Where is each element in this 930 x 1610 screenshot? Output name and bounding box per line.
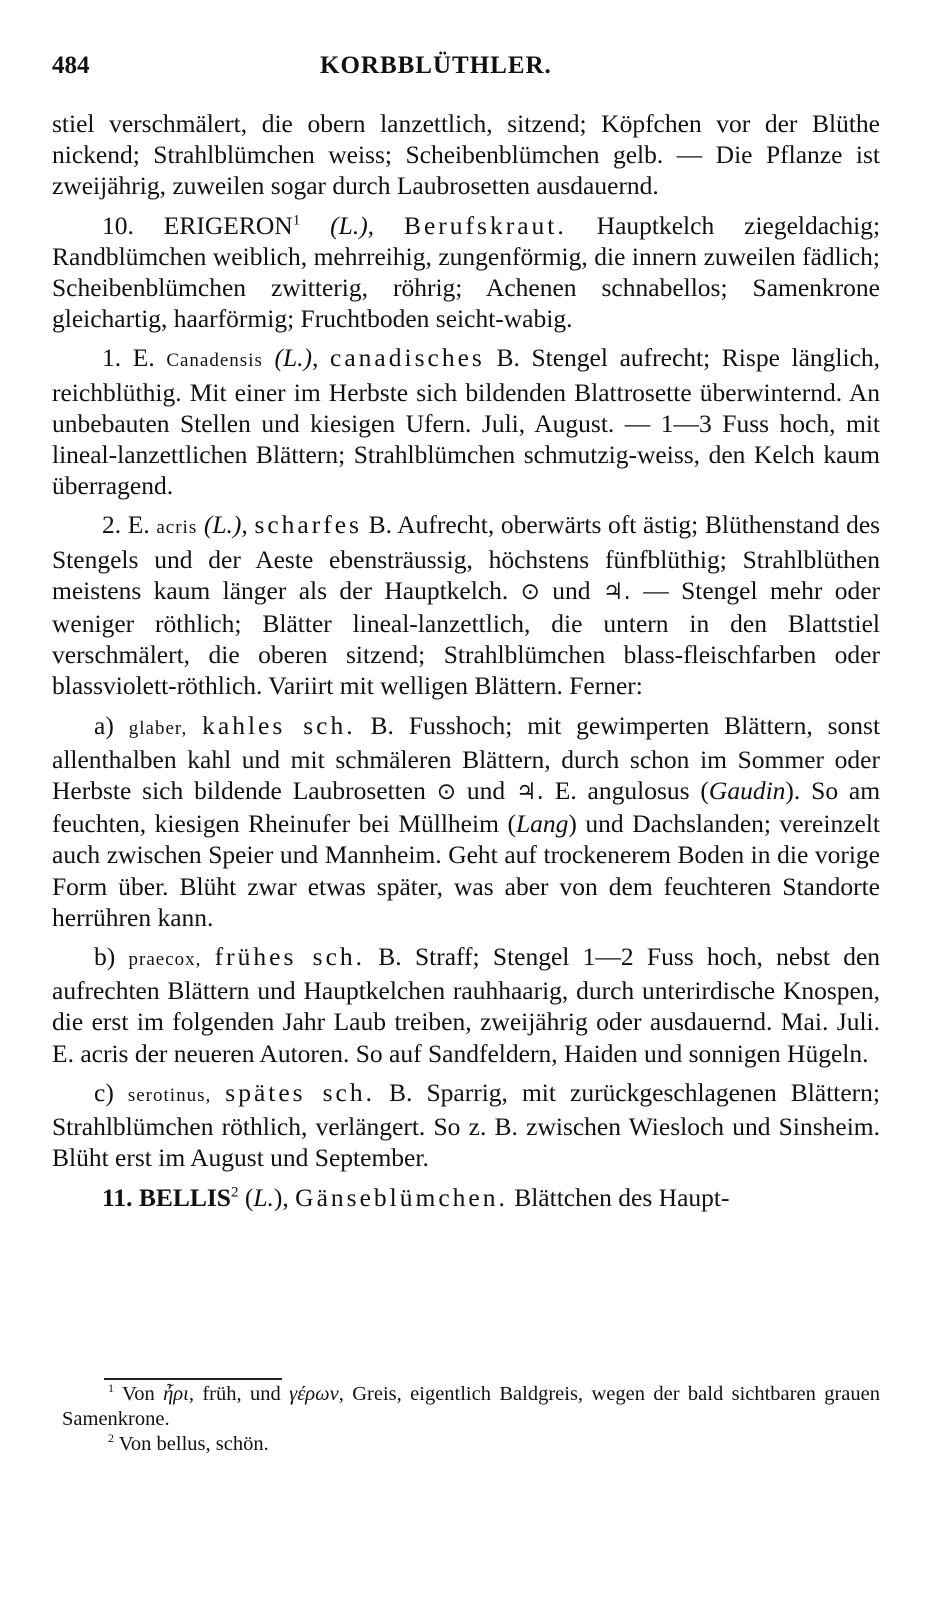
- variety-description: Straff; Stengel 1—2 Fuss hoch, nebst den aufrechten Blättern und Hauptkelchen rauhhaarig, durch unterirdische Knospen, die erst im folgenden Jahr Laub treiben, zweijährig oder ausdauernd. Mai. Juli. E. acris der neueren Autoren. So auf Sandfeldern, Haiden und sonnigen Hügeln.: [52, 942, 881, 1068]
- species-description-part-2: — Stengel mehr oder weniger röthlich; Blätter lineal-lanzettlich, die untern in den Blattstiel verschmälert, die oberen sitzend; Strahlblümchen blass-fleischfarben oder blassviolett-röthlich. Variirt mit welligen Blättern. Ferner:: [52, 575, 881, 701]
- footnote-2: [62, 1432, 880, 1457]
- species-common-name: scharfes: [254, 510, 362, 540]
- page-number: 484: [52, 52, 90, 79]
- conjunction-text: und: [552, 575, 591, 605]
- genus-number: 11.: [102, 1182, 133, 1212]
- genus-description: Blättchen des Haupt-: [514, 1182, 730, 1212]
- genus-name: ERIGERON: [163, 210, 293, 240]
- collector-paren-close: ): [568, 809, 577, 839]
- species-abbr: B.: [496, 343, 520, 373]
- genus-number: 10.: [102, 210, 134, 240]
- variety-label: a): [94, 710, 114, 740]
- continuation-text: stiel verschmälert, die obern lanzettlich, sitzend; Köpfchen vor der Blüthe nickend; Strahlblümchen weiss; Scheibenblümchen gelb. — Die Pflanze ist zweijährig, zuweilen sogar durch Laubrosetten ausdauernd.: [52, 109, 880, 201]
- footnote-text-part-2: , Greis, eigentlich Baldgreis, wegen der bald sichtbaren grauen Samenkrone.: [62, 1383, 880, 1430]
- variety-description: Sparrig, mit zurückgeschlagenen Blättern; Strahlblümchen röthlich, verlängert. So z. B. zwischen Wiesloch und Sinsheim. Blüht erst im August und September.: [52, 1077, 881, 1173]
- variety-synonym: E. angulosus: [554, 776, 690, 806]
- species-number: 2. E.: [102, 510, 150, 540]
- variety-abbr: B.: [378, 942, 402, 972]
- species-description-part-1: Aufrecht, oberwärts oft ästig; Blüthenstand des Stengels und der Aeste ebensträussig, höchstens fünfblüthig; Strahlblüthen meistens kaum länger als der Hauptkelch.: [52, 510, 881, 605]
- variety-praecox-paragraph: [52, 941, 880, 1069]
- variety-name: glaber,: [128, 717, 188, 739]
- variety-name: praecox,: [128, 949, 202, 971]
- genus-name: BELLIS: [138, 1182, 231, 1212]
- running-title: KORBBLÜTHLER.: [320, 52, 552, 79]
- species-name: Canadensis: [166, 350, 263, 372]
- synonym-author: Gaudin: [708, 776, 786, 806]
- biennial-symbol-icon: ⊙: [436, 779, 456, 806]
- variety-label: b): [94, 942, 116, 972]
- species-author: (L.),: [203, 510, 248, 540]
- species-common-name: canadisches: [330, 343, 485, 373]
- species-abbr: B.: [368, 510, 393, 540]
- footnote-ref-2[interactable]: 2: [230, 1184, 239, 1200]
- biennial-symbol-icon: ⊙: [520, 578, 540, 605]
- species-canadensis-paragraph: [52, 342, 880, 501]
- variety-description-part-2: So am feuchten, kiesigen Rheinufer bei Müllheim: [52, 776, 881, 839]
- variety-common-name: spätes sch.: [225, 1077, 375, 1107]
- variety-name: serotinus,: [127, 1084, 212, 1106]
- continuation-paragraph: [52, 108, 880, 202]
- footnote-marker: 2: [108, 1431, 114, 1446]
- genus-common-name: Gänseblümchen.: [295, 1182, 508, 1212]
- perennial-symbol-icon: ♃.: [515, 779, 544, 806]
- greek-word-eri: ἦρι: [163, 1383, 189, 1405]
- species-acris-paragraph: [52, 509, 880, 701]
- variety-serotinus-paragraph: [52, 1077, 880, 1174]
- footnote-lead: Von: [122, 1383, 155, 1405]
- footnote-marker: 1: [108, 1381, 114, 1396]
- variety-glaber-paragraph: [52, 710, 880, 933]
- variety-common-name: kahles sch.: [202, 710, 356, 740]
- species-author: (L.),: [274, 343, 319, 373]
- genus-author: (L.),: [330, 210, 375, 240]
- collector-name: Lang: [515, 809, 569, 839]
- page-header: [52, 52, 878, 88]
- species-description: Stengel aufrecht; Rispe länglich, reichblüthig. Mit einer im Herbste sich bildenden Blattrosette überwinternd. An unbebauten Stellen und kiesigen Ufern. Juli, August. — 1—3 Fuss hoch, mit lineal-lanzettlichen Blättern; Strahlblümchen schmutzig-weiss, den Kelch kaum überragend.: [52, 343, 881, 501]
- variety-common-name: frühes sch.: [214, 942, 366, 972]
- collector-paren-open: (: [507, 809, 516, 839]
- footnote-1: [62, 1382, 880, 1432]
- footnote-text-part-1: , früh, und: [188, 1383, 281, 1405]
- page-body: [52, 108, 880, 1221]
- species-name: acris: [156, 517, 198, 539]
- greek-word-geron: γέρων: [289, 1383, 339, 1405]
- perennial-symbol-icon: ♃.: [602, 578, 631, 605]
- genus-description: Hauptkelch ziegeldachig; Randblümchen weiblich, mehrreihig, zungenförmig, die innern zuweilen fädlich; Scheibenblümchen zwitterig, röhrig; Achenen schnabellos; Samenkrone gleichartig, haarförmig; Fruchtboden seicht-wabig.: [52, 210, 881, 334]
- synonym-paren-close: ).: [785, 776, 801, 806]
- variety-description-part-1: Fusshoch; mit gewimperten Blättern, sonst allenthalben kahl und mit schmäleren Blättern, durch schon im Sommer oder Herbste sich bildende Laubrosetten: [52, 710, 881, 806]
- author-paren-open: (: [244, 1182, 254, 1212]
- genus-author: L.: [253, 1182, 274, 1212]
- genus-common-name: Berufskraut.: [403, 210, 567, 240]
- variety-description-part-3: und Dachslanden; vereinzelt auch zwischen Speier und Mannheim. Geht auf trockenerem Boden in die vorige Form über. Blüht zwar etwas später, was aber von dem feuchteren Standorte herrühren kann.: [52, 809, 881, 932]
- footnotes: [62, 1382, 880, 1457]
- genus-bellis-paragraph: [52, 1182, 880, 1213]
- synonym-paren-open: (: [700, 776, 709, 806]
- variety-label: c): [94, 1077, 114, 1107]
- species-number: 1. E.: [102, 343, 155, 373]
- footnote-ref-1[interactable]: 1: [292, 212, 301, 229]
- conjunction-text: und: [466, 776, 506, 806]
- genus-erigeron-paragraph: [52, 210, 880, 335]
- author-paren-close: ),: [273, 1182, 289, 1212]
- variety-abbr: B.: [389, 1077, 413, 1107]
- variety-abbr: B.: [370, 710, 394, 740]
- footnote-text: Von bellus, schön.: [118, 1433, 269, 1455]
- footnote-separator: [104, 1378, 282, 1380]
